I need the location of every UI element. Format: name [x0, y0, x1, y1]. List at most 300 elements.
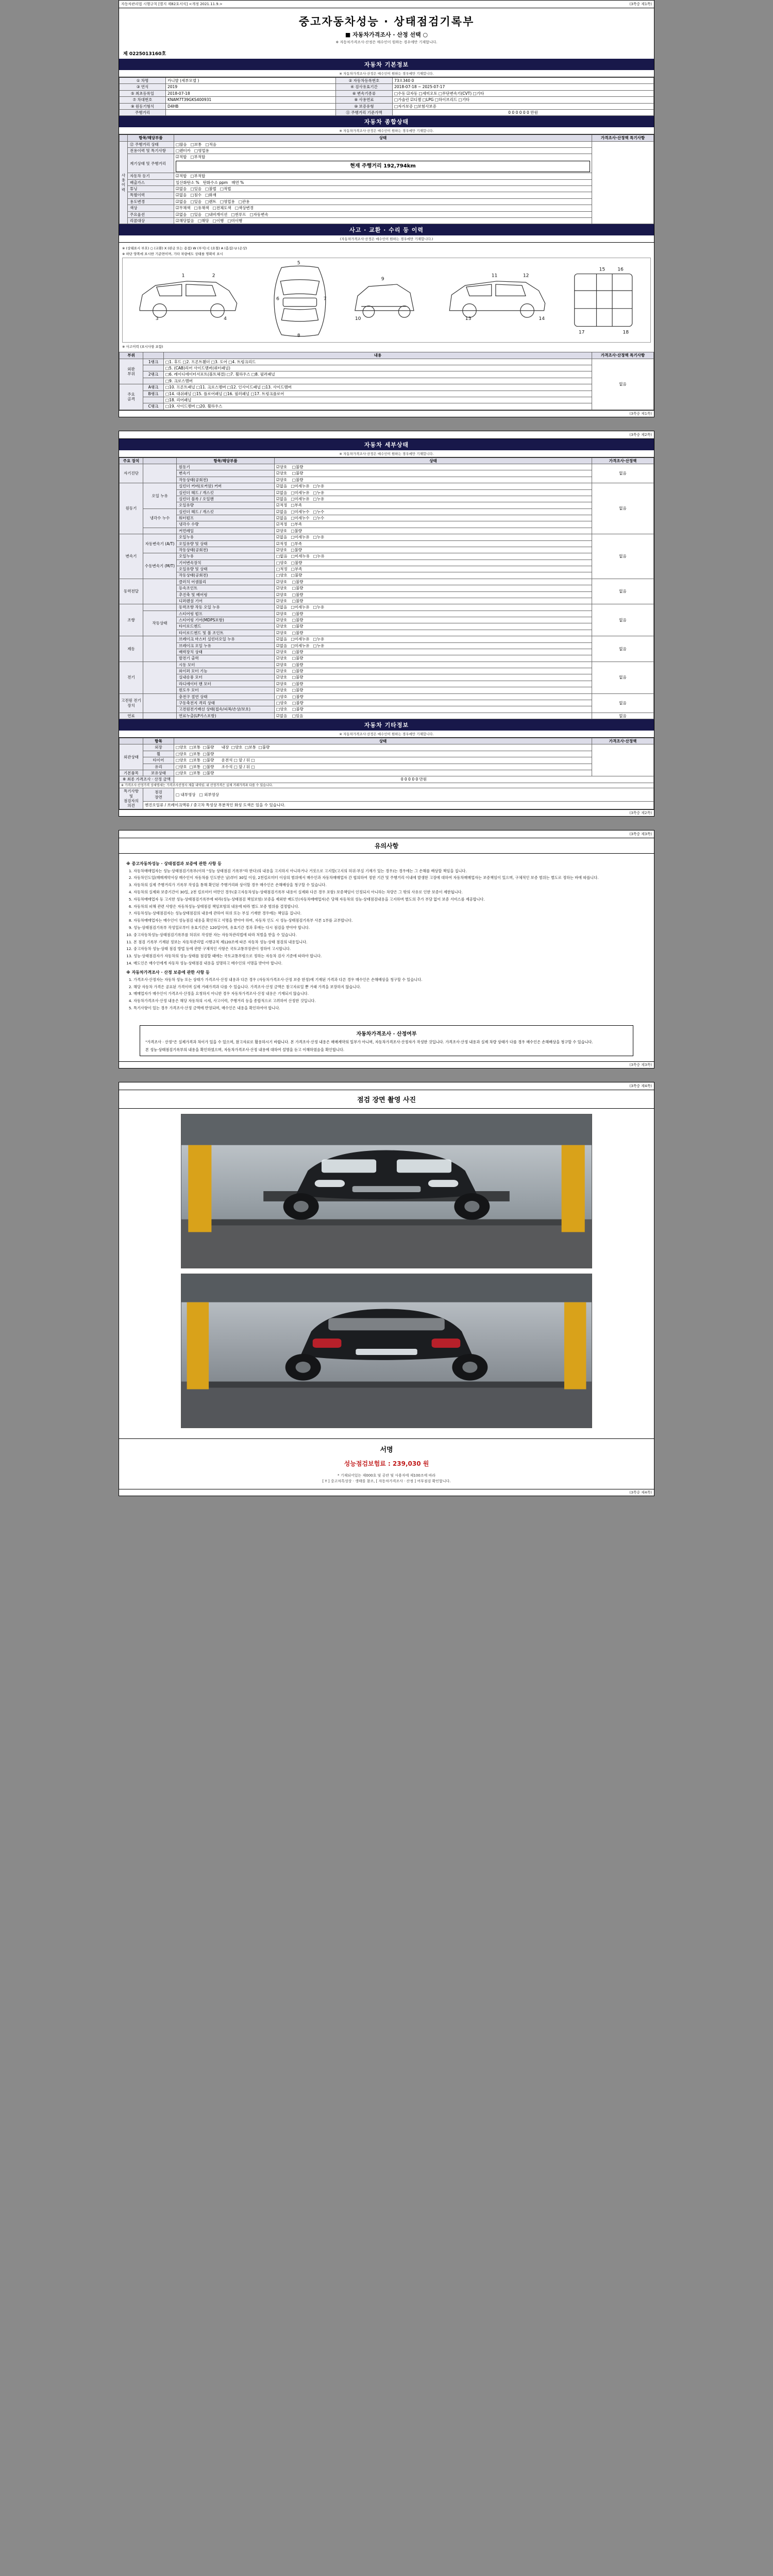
table-row	[120, 384, 654, 391]
row-options[interactable]	[275, 706, 592, 713]
option[interactable]: □누유	[313, 637, 325, 642]
subgroup-label	[143, 713, 177, 719]
option[interactable]: □불량	[292, 624, 304, 629]
subgroup-label: 자동변속기 (A/T)	[143, 534, 177, 553]
group-label: 조향	[120, 604, 143, 636]
row-options[interactable]	[174, 217, 592, 224]
sub-item[interactable]: 조수석 □ 앞 / 뒤 □	[221, 764, 255, 769]
option[interactable]: □부족	[291, 522, 302, 527]
option[interactable]: □누수	[313, 509, 325, 514]
option[interactable]: ☑양호	[276, 465, 288, 469]
option[interactable]: □보통	[189, 770, 200, 775]
option[interactable]: □영업용	[194, 148, 209, 153]
row-options[interactable]	[275, 674, 592, 681]
row-options[interactable]	[174, 186, 592, 192]
option[interactable]: ☑양호	[276, 592, 288, 597]
table-row	[120, 391, 654, 397]
row-options[interactable]	[174, 173, 592, 179]
option[interactable]: □해당	[197, 218, 209, 223]
table-row	[120, 477, 654, 483]
row-item: 브레이크 오일 누유	[177, 642, 275, 649]
option[interactable]: □미세누수	[291, 516, 310, 520]
option[interactable]: ☑양호	[276, 598, 288, 603]
option[interactable]: □색상변경	[234, 206, 254, 211]
option[interactable]: ☑적정	[276, 522, 288, 527]
option[interactable]: □부족	[291, 567, 303, 571]
row-item: 워터펌프	[177, 515, 275, 521]
row-options[interactable]	[275, 611, 592, 617]
row-options[interactable]	[275, 642, 592, 649]
row-item: 실린더 커버(로커암) 커버	[177, 483, 275, 489]
option[interactable]: □미세누유	[291, 490, 310, 495]
option[interactable]: □불량	[292, 700, 304, 705]
option[interactable]: 탄화수소 ppm	[203, 180, 228, 185]
row-options[interactable]	[275, 540, 592, 547]
table-row	[120, 713, 654, 719]
list-item: 7. 자동차성능·상태점검자는 성능상태점검의 내용에 관하여 허위 또는 부실 기재한 경우에는 책임을 집니다.	[133, 911, 647, 917]
option[interactable]: ☑양호	[276, 611, 288, 616]
row-item: 브레이크 마스터 실린더오일 누유	[177, 636, 275, 642]
option[interactable]: □불량	[292, 649, 304, 654]
basic-value: □수동 ☑자동 □세미오토 □무단변속기(CVT) □기타	[393, 90, 654, 96]
sheet4-top-note	[119, 1082, 654, 1090]
page-subtitle-note: ※ 자동차가격조사·산정은 매수인이 원하는 경우에만 기재합니다.	[335, 40, 438, 44]
rear-lift-photo-image	[181, 1274, 592, 1428]
option[interactable]: ☑양호	[276, 547, 288, 552]
option[interactable]: □불량	[292, 477, 304, 482]
option[interactable]: 일산화탄소 %	[176, 180, 199, 185]
car-damage-diagram[interactable]	[122, 258, 651, 343]
option[interactable]: ☑없음	[176, 193, 187, 198]
signature-note-2: [ Y ] 중고차특성상 · 생태를 참조, [ 자동차가격조사 · 산정 ] 여부점검 확인합니다.	[322, 1479, 451, 1483]
row-options[interactable]	[275, 502, 592, 509]
row-options[interactable]	[275, 623, 592, 630]
option[interactable]: □미세누유	[291, 643, 310, 648]
option[interactable]: □이행	[212, 218, 224, 223]
page-subtitle: ■ 자동차가격조사 · 산정 선택 ○	[345, 31, 428, 38]
option[interactable]: ☑양호	[276, 688, 288, 693]
row-options[interactable]	[275, 700, 592, 706]
row-options[interactable]	[174, 770, 592, 776]
option[interactable]: □불량	[292, 611, 304, 616]
row-options[interactable]	[174, 148, 592, 154]
option[interactable]: ☑양호	[276, 579, 288, 584]
option[interactable]: □내비게이션	[205, 212, 228, 217]
row-options[interactable]	[174, 198, 592, 205]
option[interactable]: □미세누유	[291, 605, 310, 610]
option[interactable]: □불량	[291, 528, 302, 533]
part-options[interactable]: □18. 리어패널	[164, 397, 592, 403]
option[interactable]: ☑양호	[276, 662, 288, 667]
option[interactable]: □누유	[313, 535, 325, 540]
option[interactable]: □보통	[190, 142, 202, 147]
row-options[interactable]	[275, 687, 592, 693]
option[interactable]: □양호	[176, 764, 187, 769]
row-item: 발전기 출력	[177, 655, 275, 662]
option[interactable]: □불량	[292, 694, 304, 699]
row-options[interactable]	[275, 572, 592, 579]
part-options[interactable]: □5. (CAB)리어 사이드멤버(쿼터패널)	[164, 365, 592, 371]
row-options[interactable]	[275, 668, 592, 674]
option[interactable]: □보통	[189, 745, 200, 750]
row-options[interactable]	[275, 547, 592, 553]
row-options[interactable]	[275, 528, 592, 534]
row-options[interactable]	[275, 636, 592, 642]
option[interactable]: □미이행	[227, 218, 243, 223]
rank-label	[143, 365, 164, 371]
option[interactable]: ☑양호	[276, 528, 288, 533]
option[interactable]: ☑양호	[276, 471, 288, 476]
option[interactable]: ☑없음	[276, 509, 288, 514]
option[interactable]: □누수	[313, 516, 325, 520]
part-options[interactable]: □6. 레이디에이터서포트(볼트체결) □7. 휠하우스 □8. 필러패널	[164, 371, 592, 378]
row-options[interactable]	[174, 757, 592, 764]
option[interactable]: ☑없음	[176, 199, 187, 204]
option[interactable]: □있음	[190, 199, 201, 204]
row-item: 오일유량 및 상태	[177, 566, 275, 572]
option[interactable]: ☑양호	[276, 586, 288, 591]
row-options[interactable]	[275, 553, 592, 560]
row-options[interactable]	[275, 515, 592, 521]
table-row	[120, 217, 654, 224]
option[interactable]: ☑적정	[276, 503, 288, 508]
sub-item[interactable]: 운전석 □ 앞 / 뒤 □	[221, 758, 255, 763]
option[interactable]: □부족	[291, 503, 302, 508]
row-item: 라디에이터 팬 모터	[177, 681, 275, 687]
option[interactable]: □불량	[292, 681, 304, 686]
inspection-scene-options[interactable]: □ 내부영상 □ 외부영상	[174, 788, 654, 802]
option[interactable]: □양호	[176, 751, 187, 756]
section-other-note: ※ 자동차가격조사·산정은 매수인이 원하는 경우에만 기재합니다.	[119, 731, 654, 738]
table-row	[120, 211, 654, 217]
option[interactable]: ☑없음	[276, 535, 288, 540]
row-options[interactable]	[275, 464, 592, 470]
row-options[interactable]	[174, 764, 592, 770]
part-options[interactable]: □9. 크로스멤버	[164, 378, 592, 384]
option[interactable]: □양호	[276, 560, 288, 565]
row-item: 고전원전기배선 상태(접속/피복/손상/보호)	[177, 706, 275, 713]
option[interactable]: □누유	[313, 496, 325, 501]
option[interactable]: □없음	[276, 554, 288, 559]
table-row	[120, 403, 654, 410]
option[interactable]: □불량	[291, 547, 302, 552]
option[interactable]: □불량	[203, 745, 214, 750]
option[interactable]: □양호	[176, 770, 187, 775]
option[interactable]: □불량	[203, 764, 214, 769]
diagram-legend: ※ 사고이력 (표시사항 포함)	[122, 345, 163, 349]
option[interactable]: □침수	[190, 193, 201, 198]
option[interactable]: □있음	[190, 187, 201, 191]
group-label: 제동	[120, 636, 143, 662]
option[interactable]: □불량	[258, 745, 270, 750]
table-row	[120, 397, 654, 403]
row-options[interactable]	[275, 591, 592, 598]
option[interactable]: □있음	[190, 212, 201, 217]
declaration-text: "가격조사 · 산정"은 실제가격과 차이가 있을 수 있으며, 참고자료로 활용하시기 바랍니다. 본 가격조사·산정 내용은 매매계약의 일부가 아니며, 자동차가격조사·산정자가 작성한 것입니다. 가격조사·산정 내용과 실제 차량 상태가 다를 경우 매수인은 손해배상을 청구할 수 있습니다.	[145, 1039, 593, 1044]
document-number: 제 0225013160호	[123, 52, 166, 57]
row-options[interactable]	[174, 205, 592, 211]
option[interactable]: ☑없음	[276, 496, 288, 501]
part-options[interactable]: □1. 후드 □2. 프론트휀더 □3. 도어 □4. 트렁크리드	[164, 359, 592, 365]
row-options[interactable]	[275, 713, 592, 719]
option[interactable]: ☑양호	[276, 618, 288, 622]
row-options[interactable]	[275, 560, 592, 566]
row-item: 기어변속장치	[177, 560, 275, 566]
row-options[interactable]	[275, 604, 592, 611]
option[interactable]: ☑적합	[176, 174, 187, 179]
option[interactable]: □양호	[276, 707, 288, 712]
option[interactable]: □누유	[313, 643, 325, 648]
row-options[interactable]	[275, 496, 592, 502]
table-row	[120, 371, 654, 378]
rank-label: B랭크	[143, 391, 164, 397]
option[interactable]: □자동변속	[249, 212, 268, 217]
row-options[interactable]	[275, 662, 592, 668]
option[interactable]: □미세누유	[291, 554, 310, 559]
row-options[interactable]	[275, 630, 592, 636]
row-options[interactable]	[174, 751, 592, 757]
option[interactable]: □양호	[276, 700, 288, 705]
part-options[interactable]: □14. 대쉬패널 □15. 플로어패널 □16. 필러패널 □17. 트렁크플로어	[164, 391, 592, 397]
row-options[interactable]	[275, 655, 592, 662]
option[interactable]: □보통	[245, 745, 256, 750]
option[interactable]: ☑양호	[276, 669, 288, 673]
option[interactable]: □양호	[276, 573, 288, 578]
basic-value: 0 0 0 0 0 0 만원	[393, 109, 654, 115]
option[interactable]: ☑양호	[276, 681, 288, 686]
row-options[interactable]	[275, 598, 592, 604]
option[interactable]: □미세누유	[291, 484, 310, 489]
option[interactable]: □불량	[291, 560, 303, 565]
option[interactable]: □부적합	[190, 174, 206, 179]
damage-diagram-wrap	[119, 243, 654, 352]
option[interactable]: □불량	[203, 751, 214, 756]
option[interactable]: □양호	[276, 694, 288, 699]
option[interactable]: □불량	[203, 758, 214, 763]
option[interactable]: ☑없음	[176, 187, 187, 191]
option[interactable]: □부족	[291, 541, 302, 546]
option[interactable]: □렌터카	[176, 148, 191, 153]
option[interactable]: □썬루프	[231, 212, 246, 217]
option[interactable]: □불량	[292, 669, 304, 673]
option[interactable]: □불량	[292, 465, 304, 469]
option[interactable]: ☑무채색	[176, 206, 191, 211]
page-mark-2: (3쪽중 제2쪽)	[629, 432, 652, 437]
price-note: 없음	[592, 713, 654, 719]
declaration-subtext: 본 성능·상태점검기록부의 내용을 확인하였으며, 자동차가격조사·산정 내용에 대하여 설명을 듣고 이해하였음을 확인합니다.	[145, 1047, 345, 1052]
row-options[interactable]	[275, 477, 592, 483]
option[interactable]: ☑없음	[176, 212, 187, 217]
list-item: 3. 자동차의 실제 주행거리가 기록부 작성을 통해 확인된 주행거리와 상이할 경우 매수인은 손해배상을 청구할 수 있습니다.	[133, 883, 647, 888]
option[interactable]: □관용	[238, 199, 250, 204]
row-options[interactable]	[275, 617, 592, 623]
row-item: 배력장치 상태	[177, 649, 275, 655]
option[interactable]: □적정	[276, 567, 288, 571]
option[interactable]: ☑없음	[276, 490, 288, 495]
price-note: 없음	[592, 636, 654, 662]
row-options[interactable]	[174, 192, 592, 198]
option[interactable]: □불량	[292, 598, 304, 603]
option[interactable]: □유채색	[194, 206, 209, 211]
part-options[interactable]: □10. 프론트패널 □11. 크로스멤버 □12. 인사이드패널 □13. 사이드멤버	[164, 384, 592, 391]
row-options[interactable]	[275, 649, 592, 655]
row-options[interactable]	[174, 179, 592, 185]
option[interactable]: ☑양호	[276, 630, 288, 635]
list-item: 10. 중고자동차성능·상태점검기록부를 허위로 작성한 자는 자동차관리법에 따라 처벌을 받을 수 있습니다.	[133, 933, 647, 938]
rank-label	[143, 397, 164, 403]
option[interactable]: □영업용	[220, 199, 235, 204]
option[interactable]: □적음	[205, 142, 217, 147]
option[interactable]: □불량	[292, 579, 304, 584]
row-options[interactable]	[275, 585, 592, 591]
mileage-display: 현재 주행거리 192,794km	[176, 161, 590, 173]
option[interactable]: □누유	[313, 554, 325, 559]
option[interactable]: □전체도색	[212, 206, 231, 211]
option[interactable]: □미세누유	[291, 496, 310, 501]
option[interactable]: □보통	[189, 751, 200, 756]
option[interactable]: ☑없음	[276, 713, 288, 718]
option[interactable]: □불량	[203, 770, 214, 775]
svg-text:5: 5	[297, 260, 300, 266]
option[interactable]: ☑양호	[276, 675, 288, 680]
section-accident-note: (자동차가격조사·산정은 매수인이 원하는 경우에만 기재합니다.)	[119, 235, 654, 243]
option[interactable]: ☑양호	[276, 656, 288, 661]
option[interactable]: □렌트	[205, 199, 216, 204]
row-options[interactable]	[275, 509, 592, 515]
option[interactable]: □불량	[292, 592, 304, 597]
row-options[interactable]	[174, 154, 592, 173]
option[interactable]: □화재	[205, 193, 216, 198]
basic-label: ③ 연식	[120, 84, 166, 90]
option[interactable]: □불량	[292, 630, 304, 635]
option[interactable]: □누유	[313, 484, 325, 489]
row-item: 와이퍼 모터 기능	[177, 668, 275, 674]
option[interactable]: □불량	[292, 675, 304, 680]
option[interactable]: ☑양호	[276, 624, 288, 629]
group-label: 전기	[120, 662, 143, 693]
option[interactable]: □있음	[292, 713, 304, 718]
option[interactable]: ☑없음	[276, 605, 288, 610]
col-cat	[120, 738, 143, 744]
row-options[interactable]	[275, 534, 592, 540]
option[interactable]: ☑해당없음	[176, 218, 194, 223]
option[interactable]: □적법	[220, 187, 231, 191]
table-row	[120, 470, 654, 477]
option[interactable]: □부적합	[190, 155, 206, 160]
option[interactable]: □많음	[176, 142, 187, 147]
option[interactable]: □양호	[176, 745, 187, 750]
option[interactable]: ☑양호	[276, 649, 288, 654]
basic-value: 2018-07-18	[166, 90, 336, 96]
row-options[interactable]	[174, 211, 592, 217]
option[interactable]: □불법	[205, 187, 216, 191]
option[interactable]: ☑없음	[276, 516, 288, 520]
option[interactable]: ☑없음	[276, 643, 288, 648]
row-options[interactable]	[275, 483, 592, 489]
basic-label: ⑪ 주행거리 기준가액	[336, 109, 393, 115]
table-row	[120, 700, 654, 706]
option[interactable]: □누유	[313, 605, 325, 610]
option[interactable]: □미세누유	[291, 637, 310, 642]
front-lift-photo[interactable]	[181, 1114, 592, 1268]
table-row	[120, 751, 654, 757]
group-label: 변속기	[120, 534, 143, 579]
row-options[interactable]	[275, 470, 592, 477]
option[interactable]: ☑없음	[276, 637, 288, 642]
option[interactable]: □양호	[231, 745, 243, 750]
sheet-1	[119, 0, 654, 417]
option[interactable]: □불량	[292, 586, 304, 591]
col-item: 항목/해당부품	[128, 135, 174, 141]
option[interactable]: □불량	[291, 573, 303, 578]
option[interactable]: □불량	[292, 707, 304, 712]
part-options[interactable]: □19. 사이드멤버 □20. 휠하우스	[164, 403, 592, 410]
sheet3-top-note	[119, 831, 654, 838]
option[interactable]: □보통	[189, 758, 200, 763]
row-item: 실린더 헤드 / 개스킷	[177, 509, 275, 515]
basic-label: ⑥ 변속기종류	[336, 90, 393, 96]
row-item: 스티어링 기어(MDPS포함)	[177, 617, 275, 623]
table-row	[120, 186, 654, 192]
list-item: 9. 성능·상태점검기록부 작성일로부터 유효기간은 120일이며, 유효기간 경과 후에는 다시 점검을 받아야 합니다.	[133, 925, 647, 931]
option[interactable]: ☑적정	[276, 541, 288, 546]
table-row	[120, 205, 654, 211]
option[interactable]: □보통	[189, 764, 200, 769]
inspection-fee: 성능점검보험료 : 239,030 원	[344, 1460, 429, 1468]
row-options[interactable]	[275, 693, 592, 700]
rear-lift-photo[interactable]	[181, 1274, 592, 1428]
option[interactable]: ☑적합	[176, 155, 187, 160]
row-item: 타이로드엔드	[177, 623, 275, 630]
row-item: 윈도우 모터	[177, 687, 275, 693]
option[interactable]: □불량	[292, 656, 304, 661]
list-item: 8. 자동차매매업자는 매수인이 성능점검 내용을 확인하고 서명을 받아야 하며, 자동차 인도 시 성능·상태점검기록부 사본 1부를 교부합니다.	[133, 918, 647, 924]
list-item: 4. 자동차의 실제와 보증기간이 30일, 2천 킬로미터 미만인 경우(중고자동차성능·상태점검기록부 내용이 실제와 다른 경우 포함) 보증책임이 인정되지 아니하는 차량은 그 밖의 사유로 인한 보증이 제한됩니다.	[133, 890, 647, 895]
option[interactable]: ☑없음	[276, 484, 288, 489]
table-header-row	[120, 135, 654, 141]
row-options[interactable]	[174, 141, 592, 147]
row-item: 충전구 절연 상태	[177, 693, 275, 700]
option[interactable]: ☑양호	[276, 477, 288, 482]
option[interactable]: □미세누유	[291, 535, 310, 540]
diagram-note-1: ※ (상태표시 부호) ○ (교환) X (판금 또는 용접) W (부식) C (요철) A (흠집) U (손상)	[122, 246, 247, 251]
row-options[interactable]	[275, 489, 592, 496]
option[interactable]: □양호	[176, 758, 187, 763]
basic-value: KNAM7T39GKS400931	[166, 97, 336, 103]
option[interactable]: □불량	[292, 662, 304, 667]
row-options[interactable]	[275, 566, 592, 572]
row-options[interactable]	[275, 521, 592, 528]
option[interactable]: □불량	[292, 618, 304, 622]
row-options[interactable]	[275, 681, 592, 687]
option[interactable]: □불량	[292, 471, 304, 476]
option[interactable]: □미세누수	[291, 509, 310, 514]
option[interactable]: 매연 %	[231, 180, 244, 185]
row-options[interactable]	[174, 744, 592, 751]
photos-title: 점검 장면 촬영 사진	[119, 1090, 654, 1109]
detail-state-table	[119, 457, 654, 719]
row-item: 실린더 헤드 / 개스킷	[177, 489, 275, 496]
row-options[interactable]	[275, 579, 592, 585]
row-item: 구동축전지 격리 상태	[177, 700, 275, 706]
table-row	[120, 591, 654, 598]
subgroup-label	[143, 662, 177, 693]
table-row	[120, 770, 654, 776]
option[interactable]: □불량	[292, 688, 304, 693]
guide-heading-1: ※ 중고자동차성능 · 상태점검과 보증에 관한 사항 등	[126, 861, 222, 866]
sheet-3	[119, 830, 654, 1069]
option[interactable]: □누유	[313, 490, 325, 495]
